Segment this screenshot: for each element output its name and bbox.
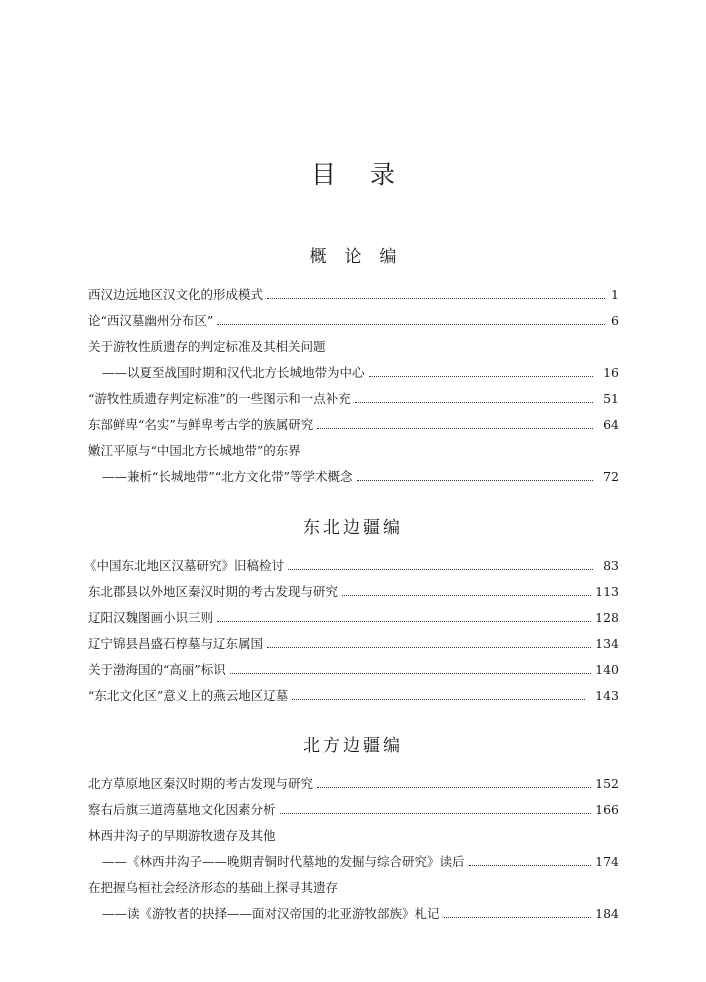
toc-entry[interactable] xyxy=(102,904,619,924)
leader-dots xyxy=(469,865,592,866)
toc-entry[interactable] xyxy=(88,634,619,654)
entry-title: 嫩江平原与“中国北方长城地带”的东界 xyxy=(88,443,301,458)
section-heading: 概论编 xyxy=(309,247,415,267)
leader-dots xyxy=(267,647,591,648)
entry-title: 东部鲜卑“名实”与鲜卑考古学的族属研究 xyxy=(88,417,314,432)
toc-entry[interactable] xyxy=(88,660,619,680)
toc-entry[interactable] xyxy=(102,363,619,383)
entry-title: 辽阳汉魏图画小识三则 xyxy=(88,610,214,625)
page-number: 134 xyxy=(595,636,619,651)
entry-title: “游牧性质遗存判定标准”的一些图示和一点补充 xyxy=(88,391,351,406)
page-number: 1 xyxy=(611,287,619,302)
entry-title: 《中国东北地区汉墓研究》旧稿检讨 xyxy=(84,558,285,573)
entry-subtitle: ——以夏至战国时期和汉代北方长城地带为中心 xyxy=(102,365,365,380)
toc-entry[interactable] xyxy=(102,852,619,872)
entry-title: 关于渤海国的“高丽”标识 xyxy=(88,662,226,677)
toc-entry[interactable] xyxy=(88,389,619,409)
page-number: 143 xyxy=(595,688,619,703)
page-number: 51 xyxy=(603,391,619,406)
page-number: 140 xyxy=(595,662,619,677)
entry-title: 东北郡县以外地区秦汉时期的考古发现与研究 xyxy=(88,584,339,599)
entry-title: “东北文化区”意义上的燕云地区辽墓 xyxy=(88,688,289,703)
toc-entry[interactable] xyxy=(88,415,619,435)
leader-dots xyxy=(217,324,605,325)
toc-entry[interactable] xyxy=(88,774,619,794)
leader-dots xyxy=(292,699,585,700)
page-number: 184 xyxy=(595,906,619,921)
page-number: 152 xyxy=(595,776,619,791)
toc-entry[interactable] xyxy=(88,878,619,898)
leader-dots xyxy=(267,298,605,299)
page-number: 6 xyxy=(611,313,619,328)
leader-dots xyxy=(230,673,591,674)
entry-title: 西汉边远地区汉文化的形成模式 xyxy=(88,287,264,302)
toc-entry[interactable] xyxy=(88,826,619,846)
leader-dots xyxy=(444,917,592,918)
toc-entry[interactable] xyxy=(88,285,619,305)
page-number: 64 xyxy=(603,417,619,432)
leader-dots xyxy=(357,480,594,481)
entry-title: 论“西汉墓幽州分布区” xyxy=(88,313,214,328)
leader-dots xyxy=(288,569,593,570)
page-title: 目录 xyxy=(310,160,429,189)
leader-dots xyxy=(317,787,591,788)
page-number: 83 xyxy=(603,558,619,573)
page-number: 16 xyxy=(603,365,619,380)
toc-entry[interactable] xyxy=(88,582,619,602)
toc-entry[interactable] xyxy=(88,337,619,357)
entry-subtitle: ——读《游牧者的抉择——面对汉帝国的北亚游牧部族》札记 xyxy=(102,906,440,921)
entry-title: 关于游牧性质遗存的判定标准及其相关问题 xyxy=(88,339,326,354)
page-number: 72 xyxy=(603,469,619,484)
section-heading: 东北边疆编 xyxy=(303,518,403,538)
toc-entry[interactable] xyxy=(88,686,619,706)
leader-dots xyxy=(355,402,593,403)
toc-entry[interactable] xyxy=(102,467,619,487)
page-number: 113 xyxy=(595,584,619,599)
leader-dots xyxy=(317,428,593,429)
leader-dots xyxy=(342,595,591,596)
entry-title: 察右后旗三道湾墓地文化因素分析 xyxy=(88,802,276,817)
toc-entry[interactable] xyxy=(88,311,619,331)
page-number: 128 xyxy=(595,610,619,625)
entry-title: 北方草原地区秦汉时期的考古发现与研究 xyxy=(88,776,314,791)
toc-entry[interactable] xyxy=(88,608,619,628)
entry-subtitle: ——兼析“长城地带”“北方文化带”等学术概念 xyxy=(102,469,353,484)
section-heading: 北方边疆编 xyxy=(303,736,403,756)
entry-title: 辽宁锦县昌盛石椁墓与辽东属国 xyxy=(88,636,264,651)
leader-dots xyxy=(280,813,592,814)
toc-entry[interactable] xyxy=(88,800,619,820)
leader-dots xyxy=(369,376,594,377)
page-number: 174 xyxy=(595,854,619,869)
entry-title: 林西井沟子的早期游牧遗存及其他 xyxy=(88,828,276,843)
entry-subtitle: ——《林西井沟子——晚期青铜时代墓地的发掘与综合研究》读后 xyxy=(102,854,465,869)
toc-entry[interactable] xyxy=(84,556,619,576)
toc-entry[interactable] xyxy=(88,441,619,461)
page-number: 166 xyxy=(595,802,619,817)
entry-title: 在把握乌桓社会经济形态的基础上探寻其遗存 xyxy=(88,880,339,895)
leader-dots xyxy=(217,621,591,622)
